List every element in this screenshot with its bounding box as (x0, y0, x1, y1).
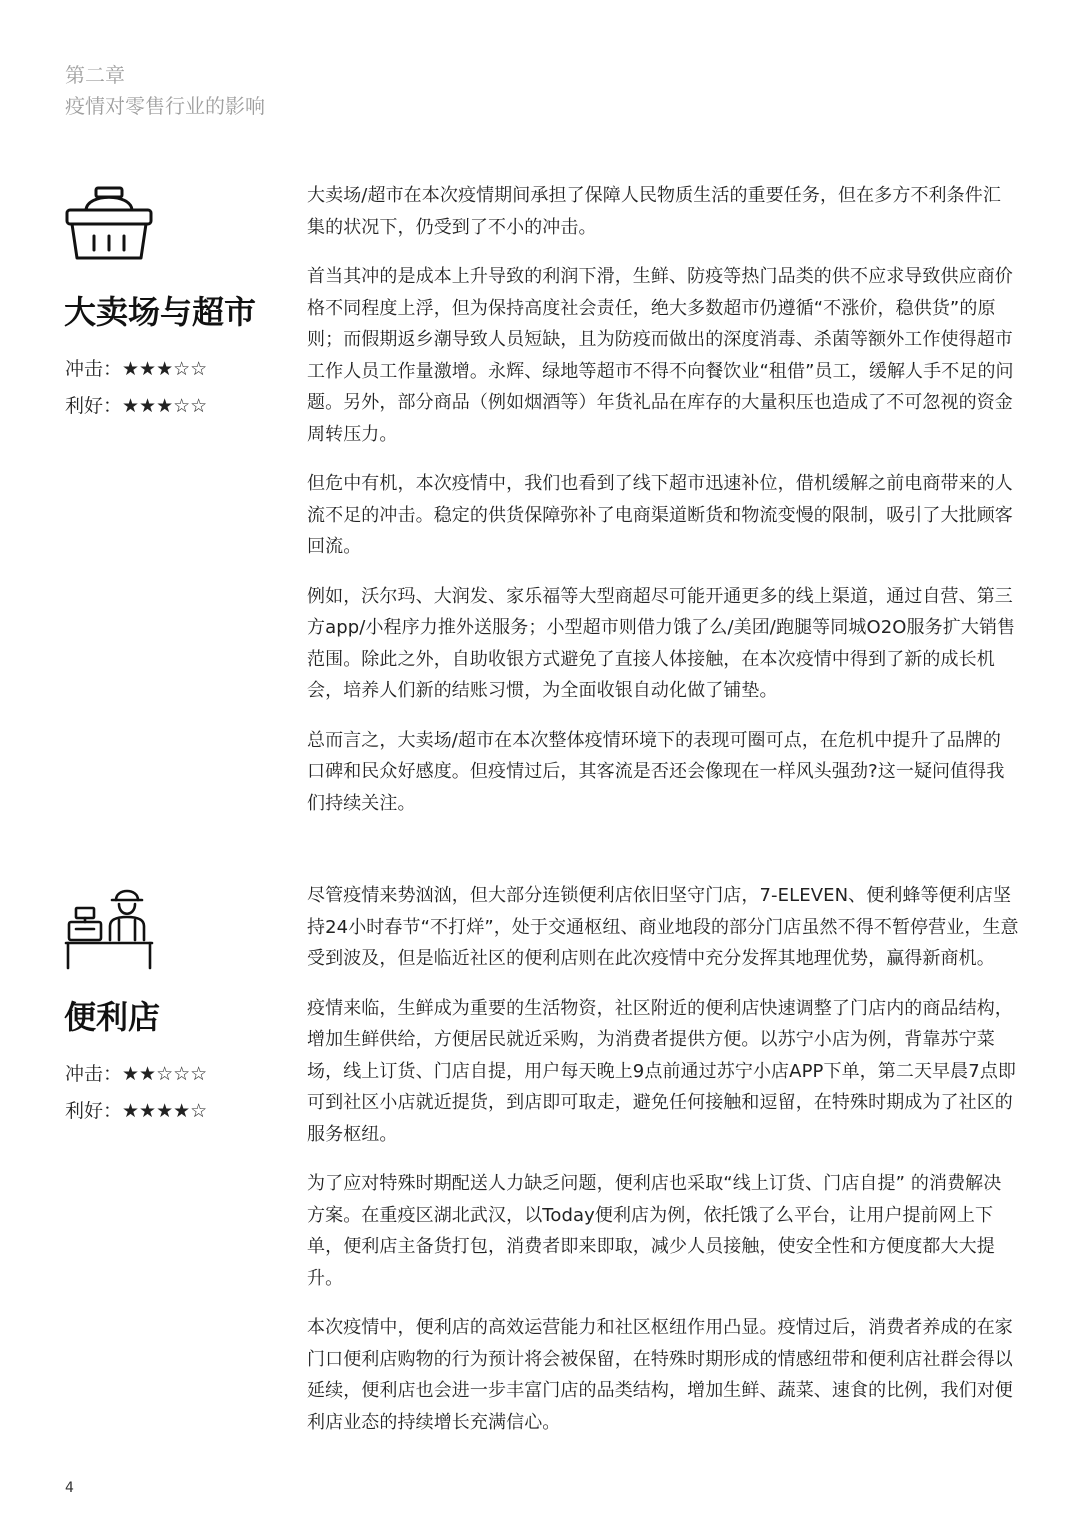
paragraph: 尽管疫情来势汹汹，但大部分连锁便利店依旧坚守门店，7-ELEVEN、便利蜂等便利店坚持24小时春节“不打烊”，处于交通枢纽、商业地段的部分门店虽然不得不暂停营业，生意受到波及，但是临近社区的便利店则在此次疫情中充分发挥其地理优势，赢得新商机。 (307, 885, 1019, 969)
paragraph: 例如，沃尔玛、大润发、家乐福等大型商超尽可能开通更多的线上渠道，通过自营、第三方app/小程序力推外送服务；小型超市则借力饿了么/美团/跑腿等同城O2O服务扩大销售范围。除此之外，自助收银方式避免了直接人体接触，在本次疫情中得到了新的成长机会，培养人们新的结账习惯，为全面收银自动化做了铺垫。 (307, 585, 1016, 701)
section-title-supermarket: 大卖场与超市 (64, 293, 257, 331)
cashier-icon (64, 884, 154, 970)
chapter-header (65, 60, 265, 122)
paragraph: 首当其冲的是成本上升导致的利润下滑，生鲜、防疫等热门品类的供不应求导致供应商价格不同程度上浮，但为保持高度社会责任，绝大多数超市仍遵循“不涨价，稳供货”的原则；而假期返乡潮导致人员短缺，且为防疫而做出的深度消毒、杀菌等额外工作使得超市工作人员工作量激增。永辉、绿地等超市不得不向餐饮业“租借”员工，缓解人手不足的问题。另外，部分商品（例如烟酒等）年货礼品在库存的大量积压也造成了不可忽视的资金周转压力。 (307, 266, 1014, 445)
section-title-convenience-store: 便利店 (64, 998, 161, 1036)
page-number: 4 (65, 1480, 74, 1496)
benefit-rating: 利好：★★★☆☆ (65, 395, 208, 417)
paragraph: 大卖场/超市在本次疫情期间承担了保障人民物质生活的重要任务，但在多方不利条件汇集的状况下，仍受到了不小的冲击。 (307, 185, 1001, 238)
section-body-convenience-store (307, 880, 1019, 1456)
chapter-label: 第二章 (65, 63, 125, 87)
rating-convenience-store (65, 1056, 207, 1130)
section-body-supermarket (307, 180, 1019, 837)
paragraph: 为了应对特殊时期配送人力缺乏问题，便利店也采取“线上订货、门店自提” 的消费解决方案。在重疫区湖北武汉，以Today便利店为例，依托饿了么平台，让用户提前网上下单，便利店主备货打包，消费者即来即取，减少人员接触，使安全性和方便度都大大提升。 (307, 1173, 1002, 1289)
rating-supermarket (65, 351, 207, 425)
paragraph: 本次疫情中，便利店的高效运营能力和社区枢纽作用凸显。疫情过后，消费者养成的在家门口便利店购物的行为预计将会被保留，在特殊时期形成的情感纽带和便利店社群会得以延续，便利店也会进一步丰富门店的品类结构，增加生鲜、蔬菜、速食的比例，我们对便利店业态的持续增长充满信心。 (307, 1317, 1013, 1433)
chapter-subtitle: 疫情对零售行业的影响 (65, 94, 265, 118)
paragraph: 总而言之，大卖场/超市在本次整体疫情环境下的表现可圈可点，在危机中提升了品牌的口碑和民众好感度。但疫情过后，其客流是否还会像现在一样风头强劲?这一疑问值得我们持续关注。 (307, 729, 1005, 814)
paragraph: 疫情来临，生鲜成为重要的生活物资，社区附近的便利店快速调整了门店内的商品结构，增加生鲜供给，方便居民就近采购，为消费者提供方便。以苏宁小店为例，背靠苏宁菜场，线上订货、门店自提，用户每天晚上9点前通过苏宁小店APP下单，第二天早晨7点即可到社区小店就近提货，到店即可取走，避免任何接触和逗留，在特殊时期成为了社区的服务枢纽。 (307, 997, 1017, 1145)
paragraph: 但危中有机，本次疫情中，我们也看到了线下超市迅速补位，借机缓解之前电商带来的人流不足的冲击。稳定的供货保障弥补了电商渠道断货和物流变慢的限制，吸引了大批顾客回流。 (307, 473, 1013, 557)
impact-rating: 冲击：★★★☆☆ (65, 358, 208, 380)
impact-rating: 冲击：★★☆☆☆ (65, 1063, 208, 1085)
shopping-basket-icon (64, 184, 154, 264)
benefit-rating: 利好：★★★★☆ (65, 1100, 208, 1122)
